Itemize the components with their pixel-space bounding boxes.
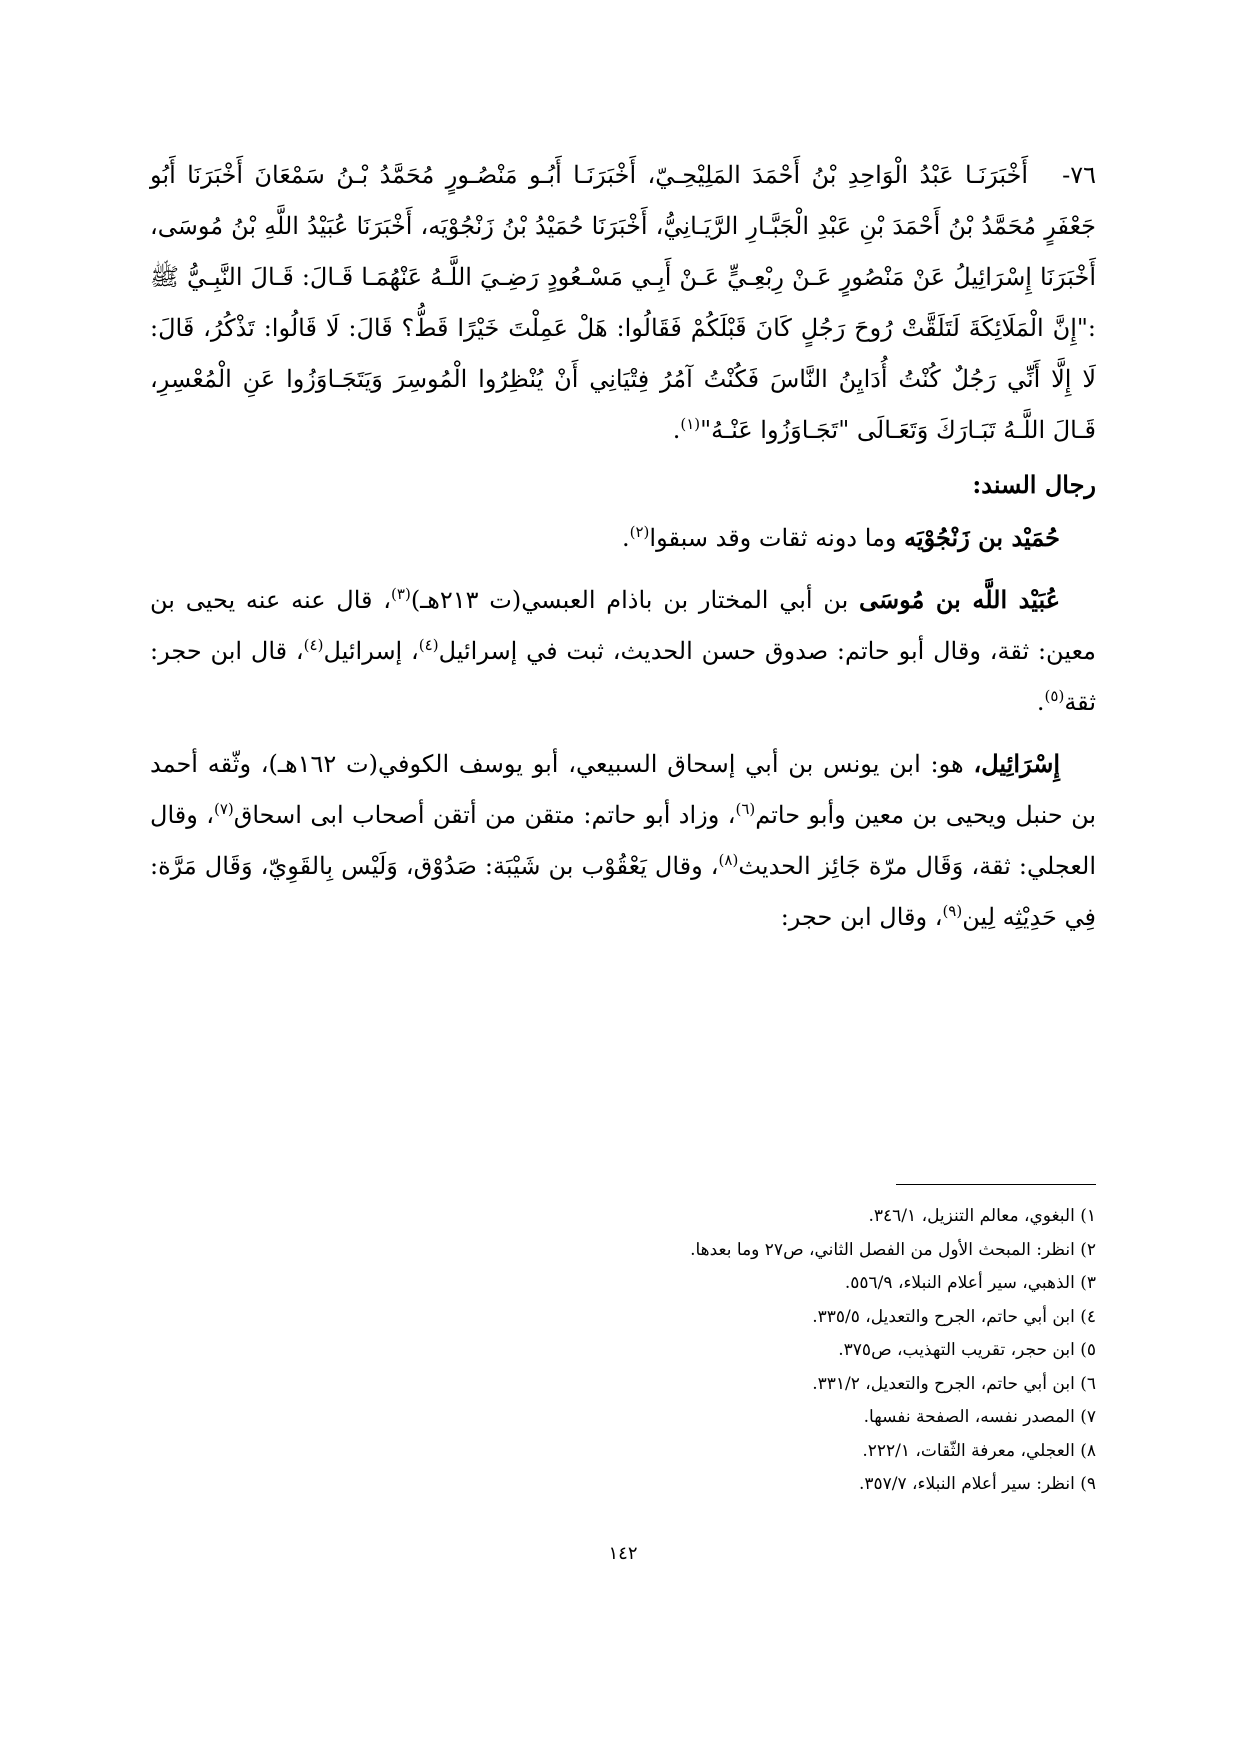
narrator-text: ، وقال ابن حجر: (780, 903, 943, 931)
footnote-item: ٩) انظر: سير أعلام النبلاء، ٣٥٧/٧. (858, 1474, 1096, 1494)
footnote-ref: (١) (680, 415, 701, 433)
footnote-divider (896, 1184, 1096, 1185)
page-number: ١٤٢ (608, 1543, 638, 1564)
narrator-paragraph (150, 512, 1096, 564)
footnote-ref: (٥) (1044, 687, 1065, 705)
narrator-text: بن أبي المختار بن باذام العبسي(ت ٢١٣هـ) (410, 586, 860, 614)
hadith-paragraph (150, 150, 1096, 456)
narrator-text: ، قال ابن حجر: ثقة (150, 637, 1096, 716)
narrator-name: عُبَيْد اللَّه بن مُوسَى (859, 585, 1061, 614)
narrator-text: . (1036, 688, 1045, 716)
footnote-item: ١) البغوي، معالم التنزيل، ٣٤٦/١. (868, 1206, 1096, 1226)
narrator-text: ، وقال يَعْقُوْب بن شَيْبَة: صَدُوْق، وَلَيْس بِالقَوِيّ، وَقَال مَرَّة: فِي حَدِيْثِه لِين (150, 852, 1096, 931)
footnote-item: ٢) انظر: المبحث الأول من الفصل الثاني، ص٢٧ وما بعدها. (690, 1239, 1096, 1260)
footnotes-list (150, 1200, 1096, 1502)
hadith-end: . (672, 416, 681, 444)
footnote-ref: (٤) (418, 636, 439, 654)
narrator-text: هو: ابن يونس بن أبي إسحاق السبيعي، أبو يوسف الكوفي(ت ١٦٢هـ)، وثّقه أحمد بن حنبل ويحيى بن معين وأبو حاتم (150, 750, 1097, 829)
hadith-number: ٧٦- (1062, 161, 1096, 189)
narrator-paragraph (150, 574, 1096, 728)
narrator-text: ، وزاد أبو حاتم: متقن من أتقن أصحاب ابى اسحاق (233, 801, 736, 829)
footnote-item: ٦) ابن أبي حاتم، الجرح والتعديل، ٣٣١/٢. (812, 1373, 1096, 1394)
section-heading: رجال السند: (972, 470, 1096, 499)
narrator-text: وما دونه ثقات وقد سبقوا (649, 524, 905, 552)
narrator-name: إِسْرَائِيل، (973, 749, 1060, 778)
footnote-ref: (٣) (391, 585, 411, 603)
footnote-ref: (٤) (303, 636, 324, 654)
footnote-ref: (٦) (735, 800, 756, 818)
footnote-item: ٥) ابن حجر، تقريب التهذيب، ص٣٧٥. (838, 1340, 1096, 1360)
footnote-item: ٨) العجلي، معرفة الثّقات، ٢٢٢/١. (862, 1440, 1096, 1461)
narrator-text: ، إسرائيل (323, 637, 419, 665)
narrator-paragraph (150, 738, 1096, 943)
footnote-item: ٤) ابن أبي حاتم، الجرح والتعديل، ٣٣٥/٥. (812, 1306, 1096, 1327)
footnote-ref: (٩) (942, 902, 963, 920)
narrator-name: حُمَيْد بن زَنْجُوْيَه (904, 523, 1060, 552)
footnote-item: ٧) المصدر نفسه، الصفحة نفسها. (863, 1407, 1096, 1427)
hadith-text: أَخْبَرَنَـا عَبْدُ الْوَاحِدِ بْنُ أَحْمَدَ المَلِيْحِـيّ، أَخْبَرَنَـا أَبُـو مَنْصُـورٍ مُحَمَّدُ بْـنُ سَمْعَانَ أَخْبَرَنَا أَبُو جَعْفَرٍ مُحَمَّدُ بْنُ أَحْمَدَ بْنِ عَبْدِ الْجَبَّـارِ الرَّيَـانِيُّ، أَخْبَرَنَا حُمَيْدُ بْنُ زَنْجُوْيَه، أَخْبَرَنَا عُبَيْدُ اللَّهِ بْنُ مُوسَى، أَخْبَرَنَا إِسْرَائِيلُ عَنْ مَنْصُورٍ عَـنْ رِبْعِـيٍّ عَـنْ أَبِـي مَسْـعُودٍ رَضِـيَ اللَّـهُ عَنْهُمَـا قَـالَ: قَـالَ النَّبِـيُّ ﷺ :"إِنَّ الْمَلَائِكَةَ لَتَلَقَّتْ رُوحَ رَجُلٍ كَانَ قَبْلَكُمْ فَقَالُوا: هَلْ عَمِلْتَ خَيْرًا قَطُّ؟ قَالَ: لَا قَالُوا: تَذْكُرُ، قَالَ: لَا إِلَّا أَنِّي رَجُلٌ كُنْتُ أُدَايِنُ النَّاسَ فَكُنْتُ آمُرُ فِتْيَانِي أَنْ يُنْظِرُوا الْمُوسِرَ وَيَتَجَـاوَزُوا عَنِ الْمُعْسِرِ، قَـالَ اللَّـهُ تَبَـارَكَ وَتَعَـالَى "تَجَـاوَزُوا عَنْـهُ" (150, 161, 1096, 444)
footnote-ref: (٨) (718, 851, 739, 869)
narrator-text: . (621, 524, 630, 552)
narrator-text: ، وقال العجلي: ثقة، وَقَال مرّة جَائِز الحديث (150, 801, 1096, 880)
narrator-text: ، قال عنه عنه يحيى بن معين: ثقة، وقال أبو حاتم: صدوق حسن الحديث، ثبت في إسرائيل (150, 586, 1096, 665)
document-page (150, 150, 1096, 1710)
footnote-ref: (٧) (213, 800, 234, 818)
footnote-item: ٣) الذهبي، سير أعلام النبلاء، ٥٥٦/٩. (844, 1273, 1096, 1293)
footnote-ref: (٢) (629, 523, 650, 541)
